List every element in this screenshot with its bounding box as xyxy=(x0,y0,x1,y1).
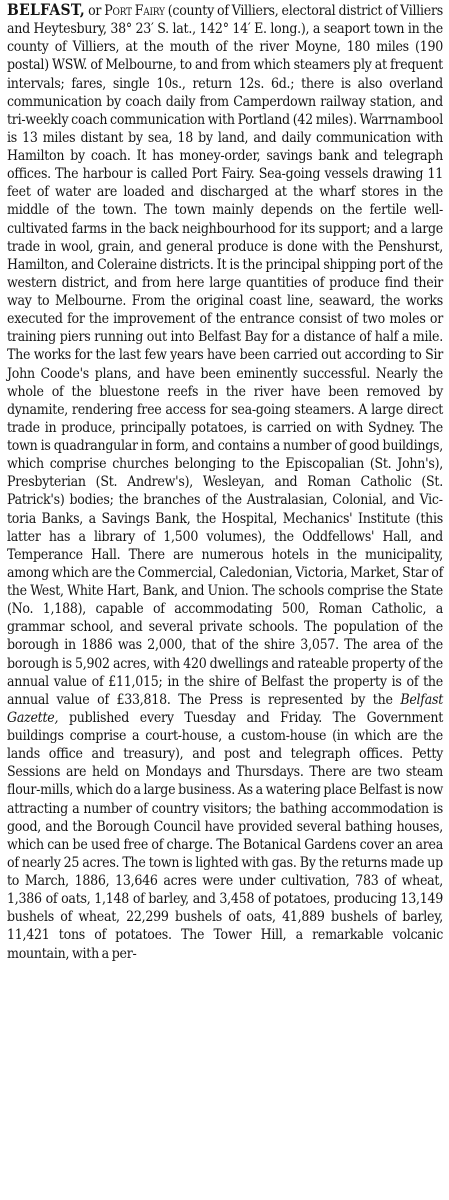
alt-name: Port Fairy xyxy=(104,3,165,19)
entry-body-part-1: (county of Villiers, electoral district of Villiers and Heytesbury, 38° 23′ S. lat., 142° 14′ E. long.), a seaport town in the county of Villiers, at the mouth of the river Moyne, 180 miles (190 postal) WSW. of Melbourne, to and from which steamers ply at frequent intervals; fares, single 10s., return 12s. 6d.; there is also overland communication by coach daily from Camperdown railway station, and tri-weekly coach communication with Portland (42 miles). Warrnambool is 13 miles distant by sea, 18 by land, and daily communication with Hamilton by coach. It has money-order, savings bank and telegraph offices. The harbour is called Port Fairy. Sea-going vessels drawing 11 feet of water are loaded and discharged at the wharf stores in the middle of the town. The town mainly depends on the fertile well-cultivated farms in the back neighbourhood for its support; and a large trade in wool, grain, and general produce is done with the Penshurst, Hamilton, and Coleraine districts. It is the principal shipping port of the western district, and from here large quantities of produce find their way to Melbourne. From the original coast line, seaward, the works executed for the improvement of the entrance consist of two moles or training piers running out into Belfast Bay for a distance of half a mile. The works for the last few years have been carried out according to Sir John Coode's plans, and have been eminently successful. Nearly the whole of the bluestone reefs in the river have been removed by dynamite, rendering free access for sea-going steamers. A large direct trade in produce, principally potatoes, is carried on with Sydney. The town is quadrangular in form, and contains a number of good buildings, which comprise churches belonging to the Episcopalian (St. John's), Presbyterian (St. Andrew's), Wesleyan, and Roman Catholic (St. Patrick's) bodies; the branches of the Australasian, Colonial, and Victoria Banks, a Savings Bank, the Hospital, Mechanics' Institute (this latter has a library of 1,500 volumes), the Oddfellows' Hall, and Temperance Hall. There are numerous hotels in the municipality, among which are the Commercial, Caledonian, Victoria, Market, Star of the West, White Hart, Bank, and Union. The schools comprise the State (No. 1,188), capable of accommodating 500, Roman Catholic, a grammar school, and several private schools. The population of the borough in 1886 was 2,000, that of the shire 3,057. The area of the borough is 5,902 acres, with 420 dwellings and rateable property of the annual value of £11,015; in the shire of Belfast the property is of the annual value of £33,818. The Press is represented by the xyxy=(7,3,443,708)
entry-body-part-2: published every Tuesday and Friday. The Government buildings comprise a court-house, a custom-house (in which are the lands office and treasury), and post and telegraph offices. Petty Sessions are held on Mondays and Thursdays. There are two steam flour-mills, which do a large business. As a watering place Belfast is now attracting a number of country visitors; the bathing accommodation is good, and the Borough Council have provided several bathing houses, which can be used free of charge. The Botanical Gardens cover an area of nearly 25 acres. The town is lighted with gas. By the returns made up to March, 1886, 13,646 acres were under cultivation, 783 of wheat, 1,386 of oats, 1,148 of barley, and 3,458 of potatoes, producing 13,149 bushels of wheat, 22,299 bushels of oats, 41,889 bushels of barley, 11,421 tons of potatoes. The Tower Hill, a remarkable volcanic mountain, with a per- xyxy=(7,709,443,962)
gazetteer-entry-belfast xyxy=(7,1,443,963)
newspaper-title: Belfast Gazette, xyxy=(7,691,443,726)
entry-headword: BELFAST, xyxy=(7,0,86,19)
alt-name-prefix: or xyxy=(85,3,105,19)
